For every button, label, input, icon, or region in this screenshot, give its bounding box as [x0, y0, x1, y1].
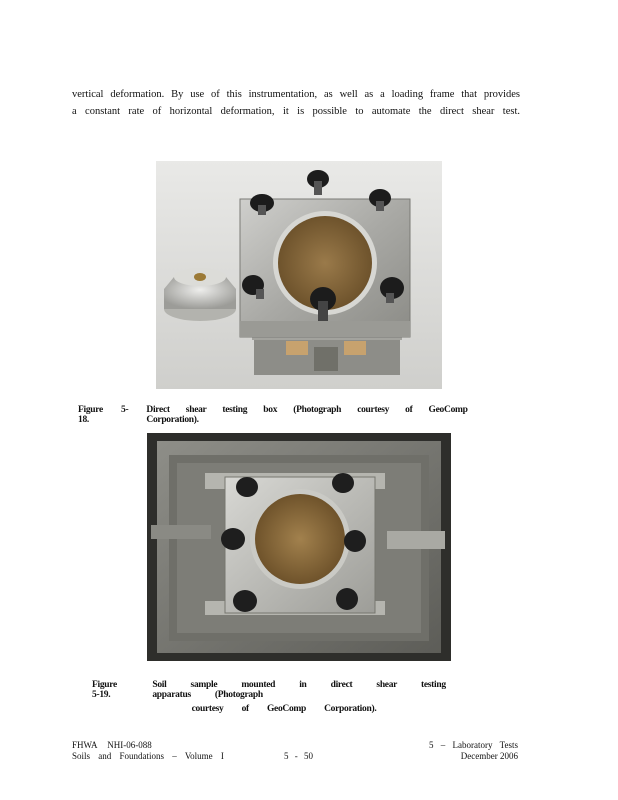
body-line-2: a constant rate of horizontal deformation, it is possible to automate the direct shear test.: [72, 106, 520, 117]
figure-5-18-caption-text: Direct shear testing box (Photograph courtesy of GeoComp Corporation).: [146, 405, 468, 425]
footer-date: December 2006: [460, 751, 518, 761]
figure-5-18-caption: [78, 405, 492, 425]
figure-5-19-photo: [147, 433, 451, 661]
footer-report-number: FHWA NHI-06-088: [72, 740, 152, 750]
figure-5-18-photo: [156, 161, 442, 389]
footer-document-title: Soils and Foundations – Volume I: [72, 751, 224, 761]
figure-5-19-caption-line-2: courtesy of GeoComp Corporation).: [191, 704, 377, 714]
figure-5-18-number: Figure 5-18.: [78, 405, 129, 425]
soil-sample-apparatus-illustration: [147, 433, 451, 661]
figure-5-19-caption: [92, 680, 476, 714]
figure-5-19-caption-line-1: Soil sample mounted in direct shear testing apparatus (Photograph: [152, 680, 446, 700]
body-line-1: vertical deformation. By use of this instrumentation, as well as a loading frame that provides: [72, 89, 520, 100]
figure-5-19-number: Figure 5-19.: [92, 680, 117, 700]
body-paragraph: [72, 86, 520, 120]
footer-chapter: 5 – Laboratory Tests: [429, 740, 518, 750]
footer-page-number: 5 - 50: [284, 751, 313, 761]
footer-right: [429, 740, 518, 762]
direct-shear-box-illustration: [156, 161, 442, 389]
footer-left: [72, 740, 224, 762]
